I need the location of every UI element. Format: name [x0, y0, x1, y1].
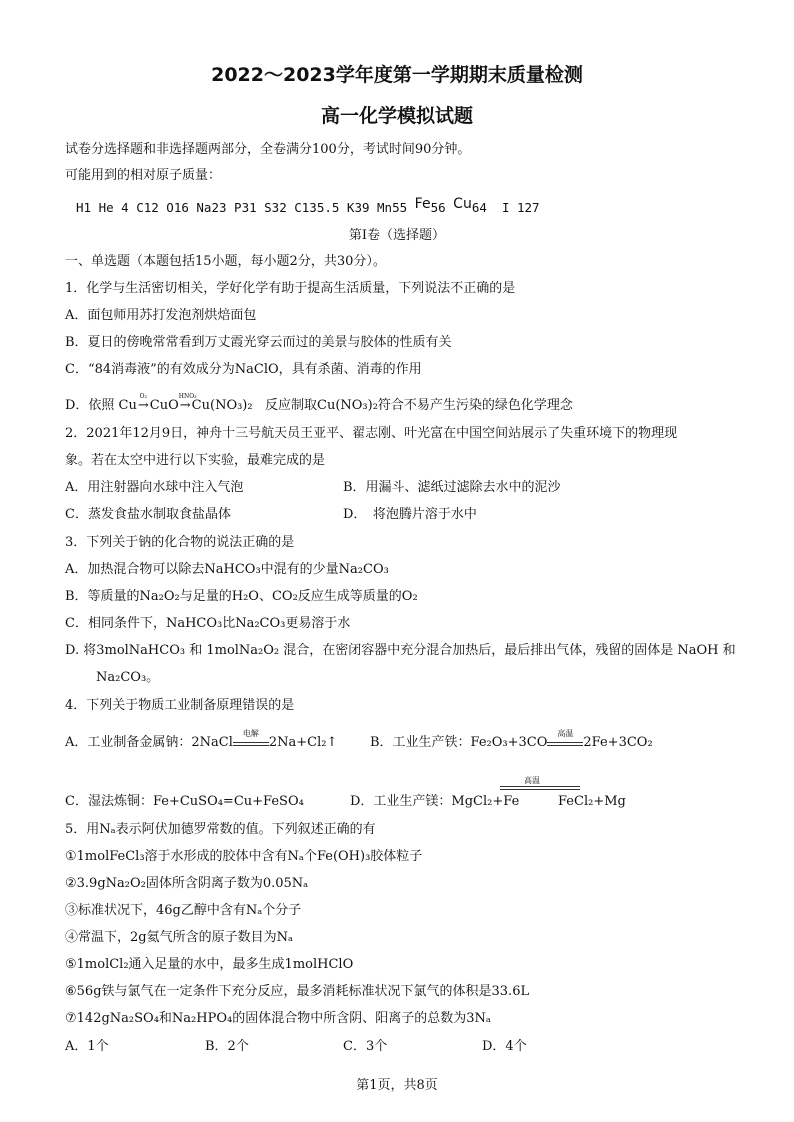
q1-d-prefix: D．依照 Cu — [65, 398, 137, 413]
q5-stem: 5．用Nₐ表示阿伏加德罗常数的值。下列叙述正确的有 — [65, 822, 376, 837]
q5-option-b: B．2个 — [205, 1039, 249, 1054]
exam-subtitle: 高一化学模拟试题 — [320, 105, 473, 127]
q4-option-c: C．湿法炼铜：Fe+CuSO₄=Cu+FeSO₄ — [65, 794, 304, 809]
q2-stem-line-1: 2．2021年12月9日，神舟十三号航天员王亚平、翟志刚、叶光富在中国空间站展示了失重环境下的物理现 — [65, 426, 678, 441]
q4-a-condition: 电解 — [242, 729, 259, 738]
q5-option-a: A．1个 — [65, 1039, 109, 1054]
q1-d-arrow-2-condition: HNO₃ — [178, 393, 197, 400]
q4-b-reactants: B．工业生产铁：Fe₂O₃+3CO — [370, 735, 548, 750]
q4-d-product: FeCl₂+Mg — [558, 794, 626, 809]
q5-statement-1: ①1molFeCl₃溶于水形成的胶体中含有Nₐ个Fe(OH)₃胶体粒子 — [65, 849, 423, 864]
q5-statement-5: ⑤1molCl₂通入足量的水中，最多生成1molHClO — [65, 957, 354, 972]
q5-statement-6: ⑥56g铁与氯气在一定条件下充分反应，最多消耗标准状况下氯气的体积是33.6L — [65, 984, 530, 999]
q4-option-a — [65, 729, 338, 751]
q3-option-d-line-2: Na₂CO₃。 — [96, 670, 160, 685]
q4-a-reactants: A．工业制备金属钠：2NaCl — [65, 735, 233, 750]
q1-d-mid: CuO — [149, 398, 179, 413]
intro-line-1: 试卷分选择题和非选择题两部分，全卷满分100分，考试时间90分钟。 — [65, 142, 471, 157]
q4-b-product: 2Fe+3CO₂ — [583, 735, 653, 750]
q4-b-equals — [547, 729, 583, 746]
atomic-mass-list — [76, 196, 540, 216]
q4-d-reactants: D．工业生产镁：MgCl₂+Fe — [350, 794, 520, 809]
page-number: 第1页，共8页 — [356, 1078, 438, 1093]
q1-option-a: A．面包师用苏打发泡剂烘焙面包 — [65, 308, 257, 323]
q5-statement-2: ②3.9gNa₂O₂固体所含阴离子数为0.05Nₐ — [65, 876, 309, 891]
section-heading: 一、单选题（本题包括15小题，每小题2分，共30分）。 — [65, 254, 386, 269]
atomic-mass-main: H1 He 4 C12 O16 Na23 P31 S32 C135.5 K39 Mn55 — [76, 200, 408, 215]
q1-d-arrow-2: HNO₃ → — [179, 398, 192, 414]
atomic-mass-i: I 127 — [501, 200, 540, 215]
q1-d-arrow-1-condition: O₂ — [139, 393, 147, 400]
q3-option-b: B．等质量的Na₂O₂与足量的H₂O、CO₂反应生成等质量的O₂ — [65, 589, 418, 604]
q2-option-d: D． 将泡腾片溶于水中 — [343, 507, 477, 522]
q4-b-condition: 高温 — [557, 729, 574, 738]
q5-statement-4: ④常温下，2g氦气所含的原子数目为Nₐ — [65, 930, 293, 945]
exam-title: 2022～2023学年度第一学期期末质量检测 — [211, 64, 583, 86]
q4-stem: 4．下列关于物质工业制备原理错误的是 — [65, 698, 295, 713]
q1-option-b: B．夏日的傍晚常常看到万丈霞光穿云而过的美景与胶体的性质有关 — [65, 335, 452, 350]
q5-statement-3: ③标准状况下，46g乙醇中含有Nₐ个分子 — [65, 903, 302, 918]
q1-d-suffix: 反应制取Cu(NO₃)₂符合不易产生污染的绿色化学理念 — [265, 398, 573, 413]
atomic-mass-fe-value: 56 — [430, 200, 446, 215]
q1-option-d — [65, 393, 573, 414]
q3-option-a: A．加热混合物可以除去NaHCO₃中混有的少量Na₂CO₃ — [65, 562, 389, 577]
q4-a-product: 2Na+Cl₂↑ — [268, 735, 338, 750]
q1-option-c: C．“84消毒液”的有效成分为NaClO，具有杀菌、消毒的作用 — [65, 362, 422, 377]
q1-d-product: Cu(NO₃)₂ — [191, 398, 253, 413]
q4-option-d — [350, 794, 519, 810]
q2-stem-line-2: 象。若在太空中进行以下实验，最难完成的是 — [65, 453, 326, 468]
q1-stem: 1．化学与生活密切相关，学好化学有助于提高生活质量，下列说法不正确的是 — [65, 281, 516, 296]
q1-d-arrow-1: O₂ → — [137, 398, 150, 414]
q2-option-c: C．蒸发食盐水制取食盐晶体 — [65, 507, 231, 522]
q3-option-d-line-1: D. 将3molNaHCO₃ 和 1molNa₂O₂ 混合，在密闭容器中充分混合加热后，最后排出气体，残留的固体是 NaOH 和 — [65, 643, 736, 658]
q2-option-a: A．用注射器向水球中注入气泡 — [65, 480, 244, 495]
atomic-mass-cu-symbol: Cu — [453, 196, 472, 212]
q4-a-equals — [233, 729, 269, 746]
atomic-mass-fe-symbol: Fe — [414, 196, 431, 212]
q3-stem: 3．下列关于钠的化合物的说法正确的是 — [65, 535, 295, 550]
atomic-mass-cu-value: 64 — [471, 200, 487, 215]
q4-option-b — [370, 729, 653, 751]
q3-option-c: C．相同条件下，NaHCO₃比Na₂CO₃更易溶于水 — [65, 616, 351, 631]
intro-line-2: 可能用到的相对原子质量： — [65, 168, 222, 183]
q4-d-condition: 高温 — [524, 776, 540, 785]
q5-option-d: D．4个 — [482, 1039, 527, 1054]
q5-statement-7: ⑦142gNa₂SO₄和Na₂HPO₄的固体混合物中所含阴、阳离子的总数为3Nₐ — [65, 1011, 491, 1026]
q5-option-c: C．3个 — [343, 1039, 388, 1054]
q2-option-b: B．用漏斗、滤纸过滤除去水中的泥沙 — [343, 480, 561, 495]
q4-d-equals — [500, 786, 580, 790]
part-1-heading: 第Ⅰ卷（选择题） — [348, 228, 446, 243]
